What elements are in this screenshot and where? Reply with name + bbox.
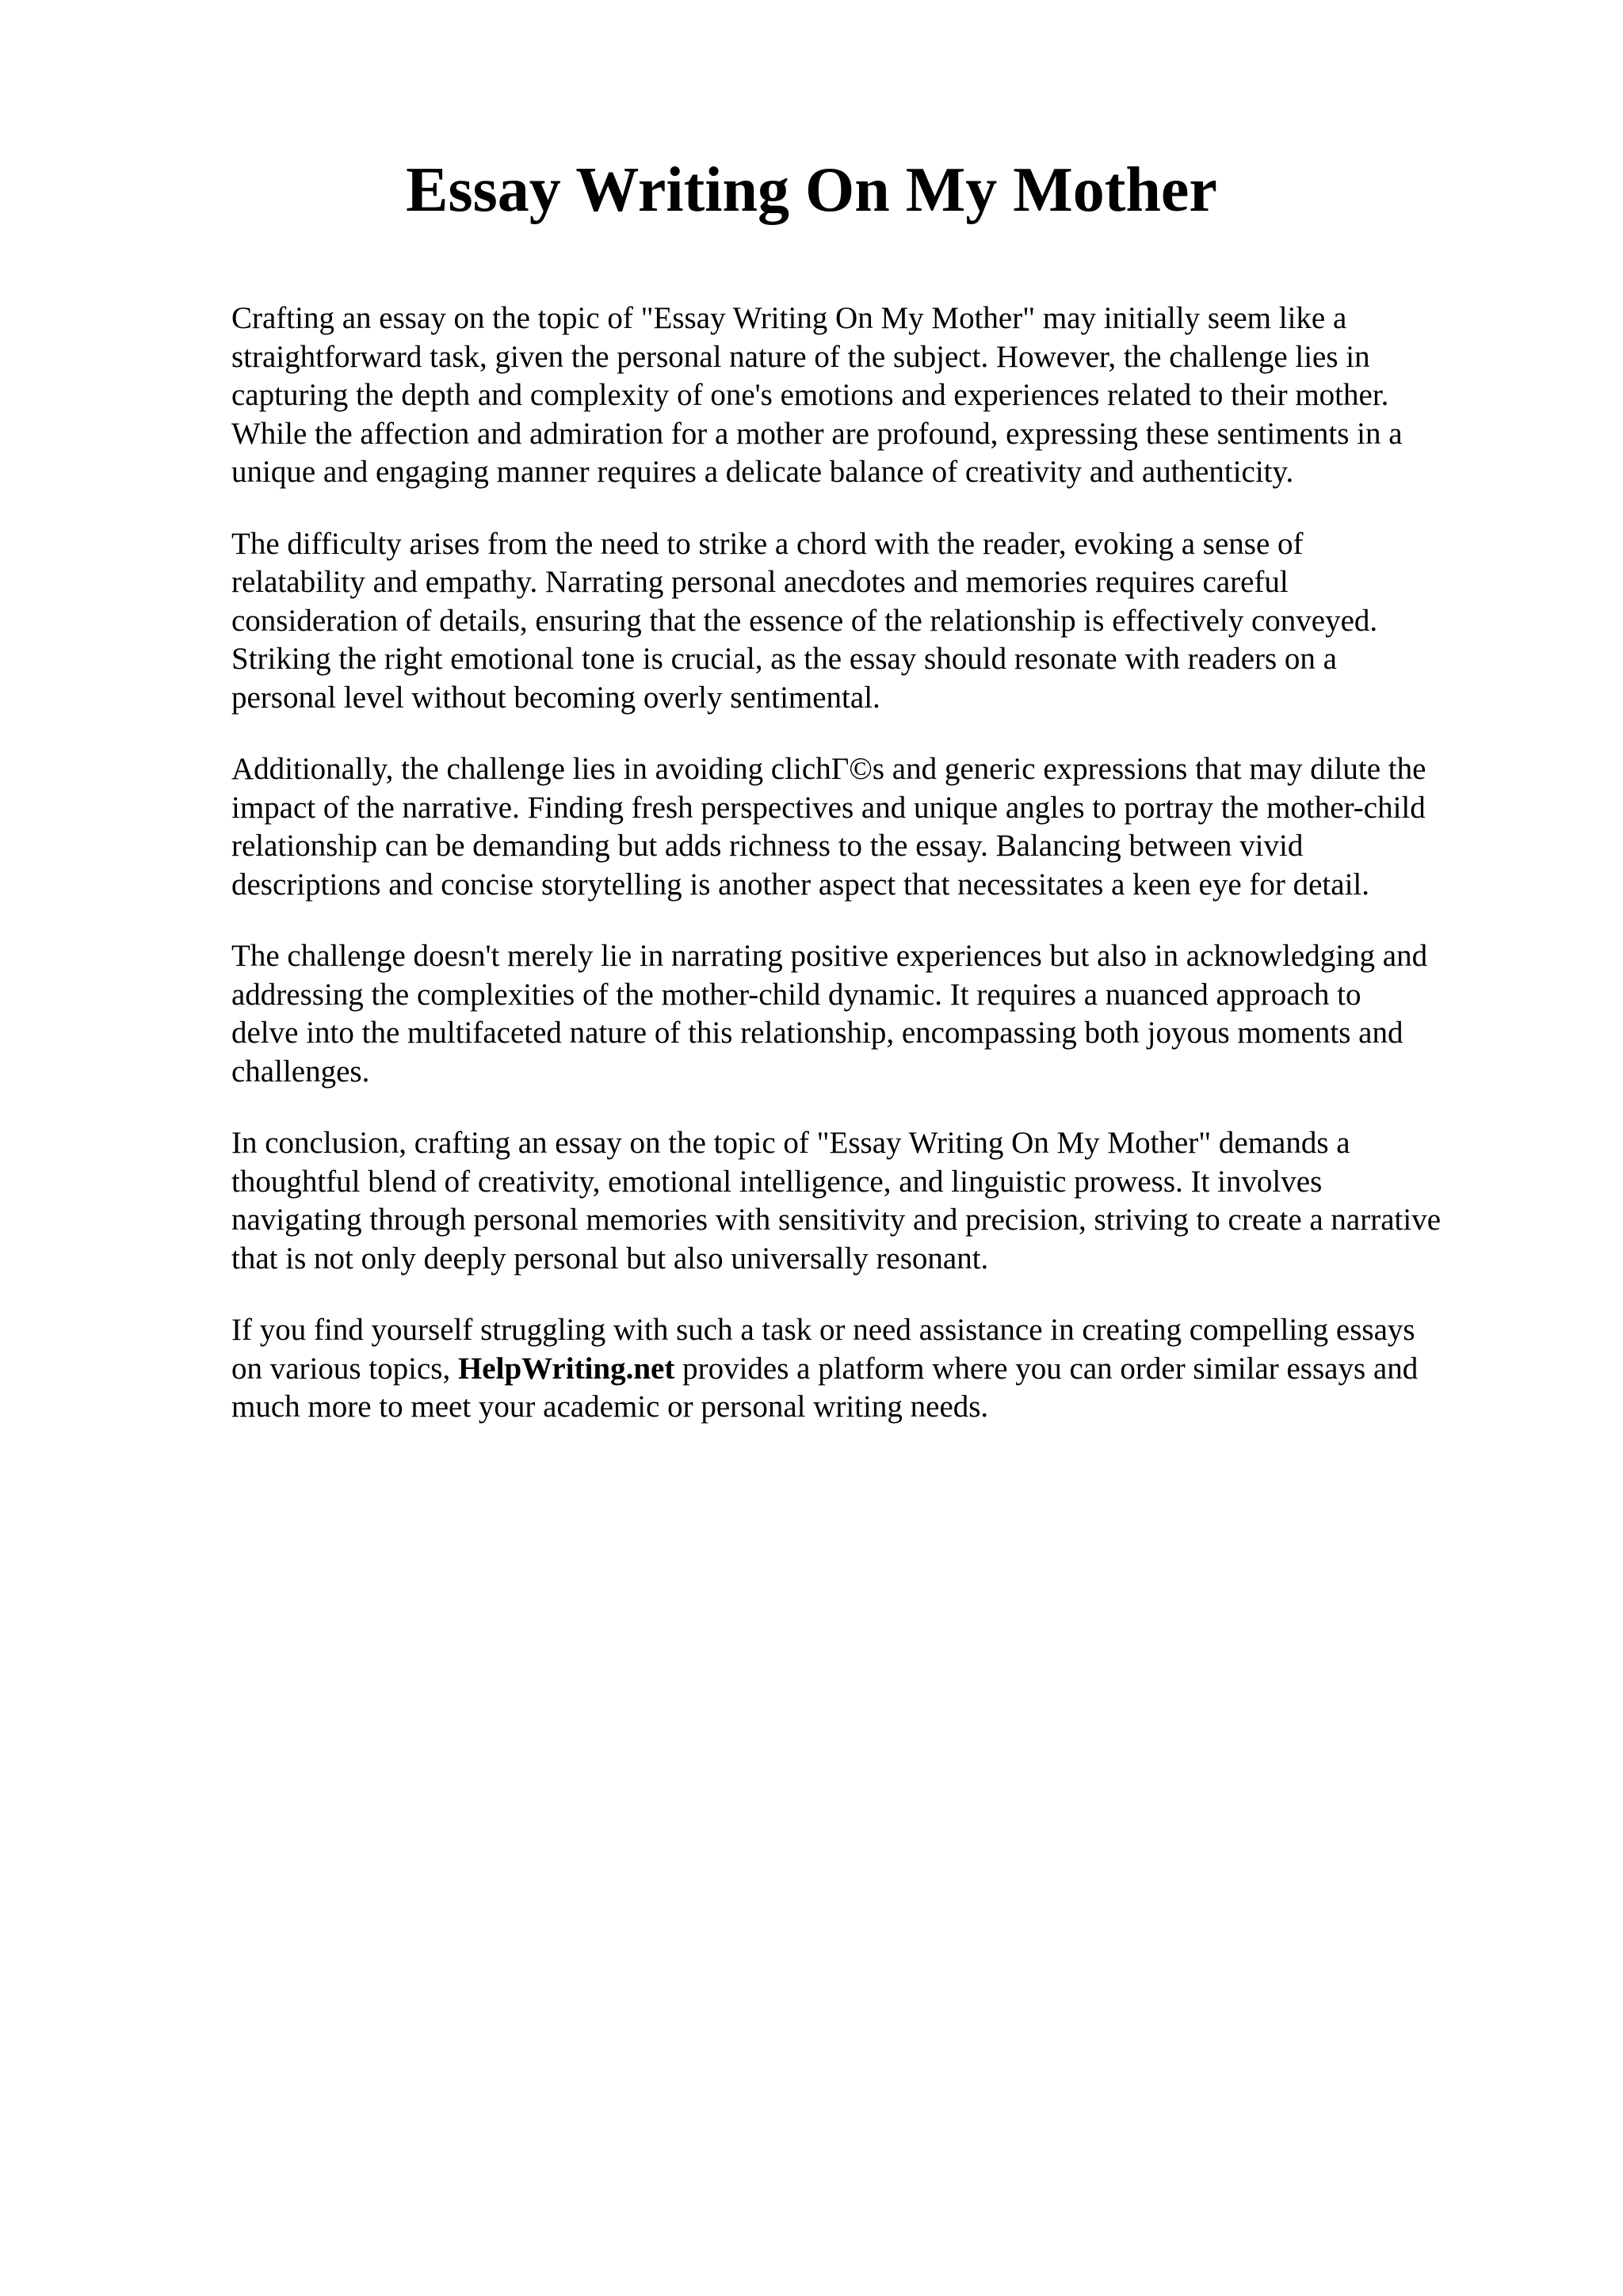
paragraph-5: [231, 1124, 1531, 1278]
paragraph-4: [231, 937, 1531, 1091]
paragraph-line: much more to meet your academic or personal writing needs.: [231, 1390, 989, 1424]
paragraph-line: relatability and empathy. Narrating personal anecdotes and memories requires careful: [231, 565, 1289, 599]
closing-text-before-link: on various topics,: [231, 1351, 458, 1386]
paragraph-line: The challenge doesn't merely lie in narrating positive experiences but also in acknowledging and: [231, 939, 1428, 973]
paragraph-line: that is not only deeply personal but also universally resonant.: [231, 1241, 989, 1276]
paragraph-3: [231, 750, 1531, 904]
paragraph-line: unique and engaging manner requires a delicate balance of creativity and authenticity.: [231, 455, 1294, 489]
essay-body: [231, 299, 1531, 1460]
paragraph-line: delve into the multifaceted nature of this relationship, encompassing both joyous moments and: [231, 1016, 1403, 1050]
paragraph-line: If you find yourself struggling with such a task or need assistance in creating compelling essays: [231, 1313, 1415, 1347]
paragraph-line: challenges.: [231, 1054, 370, 1089]
paragraph-line: Striking the right emotional tone is crucial, as the essay should resonate with readers on a: [231, 642, 1337, 676]
paragraph-line: personal level without becoming overly sentimental.: [231, 680, 880, 715]
paragraph-line: navigating through personal memories with sensitivity and precision, striving to create a narrative: [231, 1203, 1442, 1237]
paragraph-line: The difficulty arises from the need to strike a chord with the reader, evoking a sense of: [231, 526, 1304, 561]
page-title: Essay Writing On My Mother: [406, 155, 1217, 225]
paragraph-line: straightforward task, given the personal nature of the subject. However, the challenge lies in: [231, 339, 1370, 374]
paragraph-line: capturing the depth and complexity of one's emotions and experiences related to their mother.: [231, 378, 1389, 412]
paragraph-2: [231, 525, 1531, 718]
helpwriting-link[interactable]: HelpWriting.net: [457, 1351, 675, 1386]
paragraph-line: While the affection and admiration for a mother are profound, expressing these sentiments in a: [231, 416, 1403, 451]
paragraph-line: Additionally, the challenge lies in avoiding clichΓ©s and generic expressions that may dilute the: [231, 752, 1426, 786]
paragraph-line: thoughtful blend of creativity, emotional intelligence, and linguistic prowess. It involves: [231, 1164, 1323, 1199]
paragraph-line: Crafting an essay on the topic of "Essay Writing On My Mother" may initially seem like a: [231, 301, 1347, 335]
paragraph-line: addressing the complexities of the mother-child dynamic. It requires a nuanced approach to: [231, 977, 1361, 1012]
paragraph-line: [231, 1350, 1531, 1389]
paragraph-line: relationship can be demanding but adds richness to the essay. Balancing between vivid: [231, 829, 1304, 863]
paragraph-line: descriptions and concise storytelling is another aspect that necessitates a keen eye for detail.: [231, 867, 1369, 902]
paragraph-line: In conclusion, crafting an essay on the topic of "Essay Writing On My Mother" demands a: [231, 1126, 1350, 1160]
closing-text-after-link: provides a platform where you can order similar essays and: [674, 1351, 1419, 1386]
paragraph-1: [231, 299, 1531, 492]
paragraph-line: impact of the narrative. Finding fresh perspectives and unique angles to portray the mother-child: [231, 790, 1426, 825]
closing-paragraph: [231, 1311, 1531, 1427]
paragraph-line: consideration of details, ensuring that the essence of the relationship is effectively conveyed.: [231, 603, 1378, 638]
